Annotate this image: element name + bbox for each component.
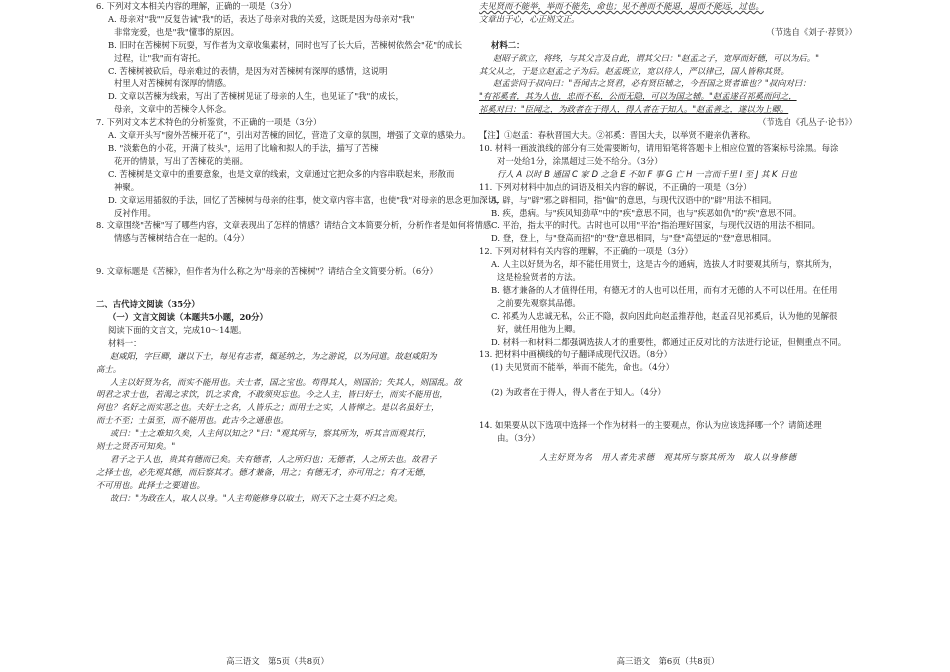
page-footer-right: 高三语文 第6页（共8页） <box>616 656 720 667</box>
material-one-label: 材料一： <box>108 337 142 348</box>
section-heading-classical: 二、古代诗文阅读（35分） <box>96 299 200 310</box>
option-11a: A. 辟，与"辟"邪之辟相同，指"偏"的意思，与现代汉语中的"辟"用法不相同。 <box>491 194 777 205</box>
option-6c: C. 苦楝树被砍后，母亲难过的表情，是因为对苦楝树有深厚的感情，这说明 <box>108 65 388 76</box>
question-14-options: 人主好贤为名 用人者先求德 观其所与察其所为 取人以身修德 <box>539 452 797 462</box>
passage-line: 或曰："士之难知久矣，人主何以知之？"曰："观其所与，察其所为，听其言而观其行， <box>110 428 432 439</box>
option-11b: B. 疾，患病。与"疾风知劲草"中的"疾"意思不同，也与"疾恶如仇"的"疾"意思不同。 <box>491 207 802 218</box>
passage-line: 赵咸阳，字巨卿，谦以下士，每见有志者，辄延纳之，为之游说，以为同道。故赵咸阳为 <box>110 350 437 361</box>
passage-line: 人主以好贤为名，而实不能用也。夫士者，国之宝也。苟得其人，则国治；失其人，则国乱。故 <box>110 376 462 387</box>
option-6b-cont: 过程，让"我"而有寄托。 <box>114 52 206 63</box>
option-6d-cont: 母亲，文章中的苦楝令人怀念。 <box>114 104 232 115</box>
question-13: 13. 把材料中画横线的句子翻译成现代汉语。（8分） <box>479 349 672 360</box>
passage-line: 不可用也。此择士之要道也。 <box>96 479 205 490</box>
question-14-cont: 由。（3分） <box>497 433 541 444</box>
option-7b-cont: 花开的情景，写出了苦楝花的美丽。 <box>114 155 248 166</box>
page-right <box>479 0 857 672</box>
option-12c: C. 祁奚为人忠诚无私，公正不隐，叔向因此向赵孟推荐他，赵孟召见祁奚后，认为他的见解很 <box>491 310 838 321</box>
passage-line: 故曰："为政在人，取人以身。"人主苟能修身以取士，则天下之士莫不归之矣。 <box>110 492 403 503</box>
question-6: 6. 下列对文本相关内容的理解，正确的一项是（3分） <box>96 1 297 11</box>
source-note: （节选自《孔丛子·论书》） <box>758 117 857 128</box>
option-12a: A. 人主以好贤为名，却不能任用贤士，这是古今的通病，选拔人才时要观其所与，察其所为， <box>491 259 838 270</box>
material-two-label: 材料二： <box>491 39 525 50</box>
option-12a-cont: 这是检验贤者的方法。 <box>497 272 581 283</box>
passage-line: 赵昭子欲立，将终，与其父言及自此，谓其父曰："赵孟之子，宽厚而好德，可以为后。" <box>493 52 819 63</box>
question-9: 9. 文章标题是《苦楝》，但作者为什么称之为"母亲的苦楝树"？请结合全文简要分析。（6分） <box>96 266 438 277</box>
option-6a: A. 母亲对"我""反复告诫"我"的话，表达了母亲对我的关爱，这既是因为母亲对"我" <box>108 13 415 24</box>
option-12b-cont: 之前要先观察其品德。 <box>497 297 581 308</box>
option-7b: B. "淡紫色的小花，开满了枝头"，运用了比喻和拟人的手法，描写了苦楝 <box>108 142 379 153</box>
question-10-cont: 对一处给1分，涂黑超过三处不给分。（3分） <box>497 155 663 166</box>
option-6b: B. 旧时在苦楝树下玩耍，写作者为文章收集素材，同时也写了长大后，苦楝树依然会"花"的成长 <box>108 39 463 50</box>
passage-line: 其父从之，于是立赵孟之子为后。赵孟既立，宽以待人，严以律己，国人皆称其贤。 <box>479 65 789 76</box>
question-12: 12. 下列对材料有关内容的理解，不正确的一项是（3分） <box>479 246 693 257</box>
passage-line: 文章出于心，心正则文正。 <box>479 13 580 24</box>
question-13-part1: (1) 夫见贤而不能举，举而不能先，命也。（4分） <box>491 362 675 373</box>
option-6a-cont: 非常宠爱，也是"我"懂事的原因。 <box>114 26 239 37</box>
page-left <box>96 0 505 672</box>
passage-line: 则士之贤否可知矣。" <box>96 441 176 452</box>
passage-line: "有祁奚者，其为人也，忠而不私，公而无隐，可以为国之辅。"赵孟遂召祁奚而问之， <box>479 91 797 102</box>
question-10: 10. 材料一画波浪线的部分有三处需要断句，请用铅笔将答题卡上相应位置的答案标号涂黑。每涂 <box>479 142 839 153</box>
question-10-sentence: 行人 A 以时 B 通国 C 家 D 之急 E 不如 F 事 G 亡 H 一言而千里 I 至 J 其 K 日也 <box>497 168 797 179</box>
option-7c-cont: 神聚。 <box>114 181 140 192</box>
option-12b: B. 德才兼备的人才值得任用，有德无才的人也可以任用，而有才无德的人不可以任用。在任用 <box>491 284 838 295</box>
question-13-part2: (2) 为政者在于得人，得人者在于知人。（4分） <box>491 387 666 398</box>
page-footer-left: 高三语文 第5页（共8页） <box>226 656 329 667</box>
option-12c-cont: 好，就任用他为上卿。 <box>497 323 581 334</box>
option-11c: C. 平治，指太平的时代。古时也可以用"平治"指治理好国家，与现代汉语的用法不相同。 <box>491 220 821 231</box>
source-note: （节选自《刘子·荐贤》） <box>766 26 857 37</box>
annotation-note: 【注】①赵孟：春秋晋国大夫。②祁奚：晋国大夫，以举贤不避亲仇著称。 <box>479 130 756 141</box>
passage-line: 赵孟尝问于叔向曰："吾闻古之贤君，必有贤臣辅之，今吾国之贤者谁也？"叔向对曰： <box>493 78 811 89</box>
passage-line: 何也？名好之而实恶之也。夫好士之名，人皆乐之；而用士之实，人皆惮之。是以名虽好士， <box>96 402 440 413</box>
question-14: 14. 如果要从以下选项中选择一个作为材料一的主要观点，你认为应该选择哪一个？请简述理 <box>479 420 822 431</box>
passage-line: 君子之于人也，贵其有德而已矣。夫有德者，人之所归也；无德者，人之所去也。故君子 <box>110 454 437 464</box>
option-6c-cont: 村里人对苦楝树有深厚的情感。 <box>114 78 232 89</box>
passage-line: 而士不至；士虽至，而不能用也。此古今之通患也。 <box>96 415 289 426</box>
option-7d-cont: 反衬作用。 <box>114 207 156 218</box>
question-8: 8. 文章围绕"苦楝"写了哪些内容，文章表现出了怎样的情感？请结合文本简要分析，分析作者是如何将情感 <box>96 220 492 231</box>
option-7d: D. 文章运用插叙的手法，回忆了苦楝树与母亲的往事，使文章内容丰富，也使"我"对母亲的思念更加深切， <box>108 194 505 205</box>
option-12d: D. 材料一和材料二都强调选拔人才的重要性，都通过正反对比的方法进行论证，但侧重点不同。 <box>491 336 847 347</box>
option-7c: C. 苦楝树是文章中的重要意象，也是文章的线索，文章通过它把众多的内容串联起来，形散而 <box>108 168 455 179</box>
option-11d: D. 登，登上，与"登高而招"的"登"意思相同，与"登"高望远的"登"意思相同。 <box>491 233 777 244</box>
question-11: 11. 下列对材料中加点的词语及相关内容的解说，不正确的一项是（3分） <box>479 181 752 192</box>
question-7: 7. 下列对文本艺术特色的分析鉴赏，不正确的一项是（3分） <box>96 117 322 128</box>
option-7a: A. 文章开头写"窗外苦楝开花了"，引出对苦楝的回忆，营造了文章的氛围，增强了文章的感染力。 <box>108 130 471 141</box>
subsection-heading: （一）文言文阅读（本题共5小题，20分） <box>108 312 268 323</box>
passage-line: 之择士也，必先观其德，而后察其才。德才兼备，用之；有德无才，亦可用之；有才无德， <box>96 466 431 477</box>
option-6d: D. 文章以苦楝为线索，写出了苦楝树见证了母亲的人生，也见证了"我"的成长， <box>108 91 404 102</box>
passage-line: 祁奚对曰："臣闻之，为政者在于得人，得人者在于知人。"赵孟善之，遂以为上卿。 <box>479 104 789 115</box>
passage-line: 高士。 <box>96 363 122 374</box>
instruction: 阅读下面的文言文，完成10～14题。 <box>108 324 247 335</box>
question-8-cont: 情感与苦楝树结合在一起的。（4分） <box>114 233 250 244</box>
passage-line: 明君之求士也，若渴之求饮，饥之求食，不敢须臾忘也。今之人主，皆曰好士，而实不能用也， <box>96 389 448 400</box>
passage-line: 夫见贤而不能举，举而不能先，命也；见不善而不能退，退而不能远，过也。 <box>479 1 764 11</box>
